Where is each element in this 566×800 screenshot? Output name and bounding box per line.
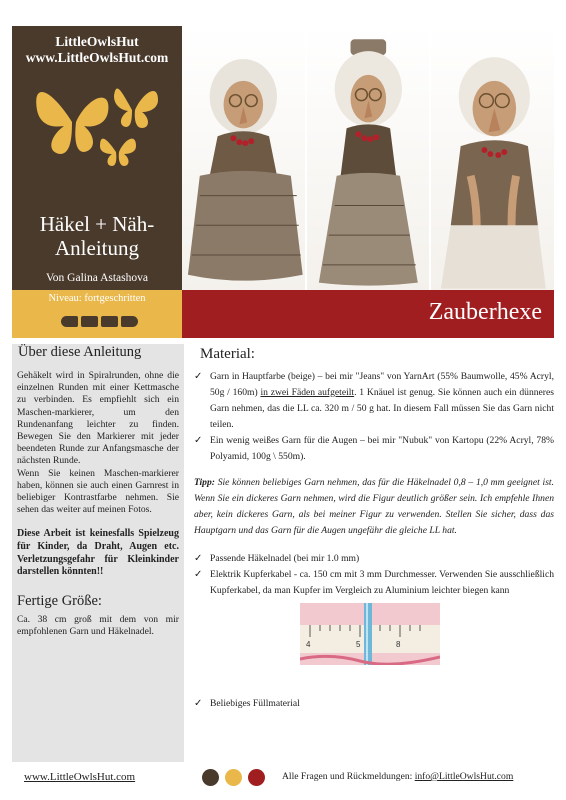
ruler-wire-photo [300, 603, 440, 665]
photo-witch-sitting [182, 26, 305, 290]
difficulty-segment [121, 316, 138, 327]
butterflies-logo-icon [32, 70, 162, 178]
ruler-number: 8 [396, 640, 401, 649]
photo-witch-standing [305, 26, 430, 290]
footer-contact [282, 771, 513, 782]
ruler-number: 5 [356, 640, 361, 649]
header-brand-panel [12, 26, 182, 290]
brand-name: LittleOwlsHut [55, 34, 139, 49]
witch-doll-image [182, 26, 305, 290]
difficulty-segment [81, 316, 98, 327]
material-text: . 1 Knäuel ist genug. Sie können auch ein dünneres Garn nehmen, das die LL ca. 320 m / 50 g hat. In diesem Fall müssen Sie das Garn nicht teilen. [210, 387, 554, 430]
footer-email-link[interactable]: info@LittleOwlsHut.com [414, 771, 514, 782]
witch-doll-image [307, 26, 430, 290]
brand-block [12, 34, 182, 66]
difficulty-bar [12, 290, 182, 338]
title-line-1: Häkel + Näh- [39, 212, 155, 236]
difficulty-segment [61, 316, 78, 327]
tip-text: Sie können beliebiges Garn nehmen, das für die Häkelnadel 0,8 – 1,0 mm geeignet ist. Wenn Sie ein dickeres Garn nehmen, wird die Figur deutlich größer sein. Ich empfehle Ihnen aber, kein dickeres Garn, als bei meiner Figur zu verwenden. Stellen Sie sicher, dass das Hauptgarn und das Garn für die Augen ungefähr die gleiche LL hat. [194, 477, 554, 536]
material-item-yarn [192, 369, 554, 433]
pattern-name: Zauberhexe [428, 299, 542, 325]
product-photos [182, 26, 554, 290]
title-line-2: Anleitung [55, 236, 139, 260]
material-text: Garn in Hauptfarbe (beige) – bei mir "Jeans" von YarnArt (55% Baumwolle, 45% Acryl, 50g / 160m) [210, 371, 554, 398]
photo-witch-closeup [429, 26, 554, 290]
ruler-number: 4 [306, 640, 311, 649]
difficulty-indicator [61, 316, 138, 327]
footer-color-dots [202, 769, 265, 786]
footer-contact-label: Alle Fragen und Rückmeldungen: [282, 771, 415, 782]
author-line: Von Galina Astashova [45, 272, 148, 284]
footer-dot-red [248, 769, 265, 786]
difficulty-label: Niveau: fortgeschritten [48, 293, 146, 304]
witch-doll-image [431, 26, 554, 290]
brand-url: www.LittleOwlsHut.com [25, 50, 169, 65]
size-text: Ca. 38 cm groß mit dem von mir empfohlenen Garn und Häkelnadel. [17, 613, 179, 638]
info-sidebar [12, 344, 184, 762]
about-heading: Über diese Anleitung [18, 344, 142, 360]
pattern-name-bar [182, 290, 554, 338]
footer-website-link[interactable]: www.LittleOwlsHut.com [24, 771, 136, 783]
page-title [12, 212, 182, 260]
footer-dot-yellow [225, 769, 242, 786]
safety-warning: Diese Arbeit ist keinesfalls Spielzeug für Kinder, da Draht, Augen etc. Verletzungsgefahr für Kleinkinder darstellen könnten!! [17, 528, 179, 578]
tip-note [194, 475, 554, 539]
footer-dot-brown [202, 769, 219, 786]
material-section [192, 346, 554, 712]
material-item-hook: ✓ Passende Häkelnadel (bei mir 1.0 mm) [192, 551, 554, 567]
size-heading: Fertige Größe: [17, 592, 102, 609]
difficulty-segment [101, 316, 118, 327]
tip-label: Tipp: [194, 477, 215, 488]
material-item-white-yarn: ✓ Ein wenig weißes Garn für die Augen – bei mir "Nubuk" von Kartopu (22% Acryl, 78% Polyamid, 100g \ 550m). [192, 433, 554, 465]
material-heading: Material: [200, 346, 255, 362]
material-item-stuffing: ✓ Beliebiges Füllmaterial [192, 696, 554, 712]
material-item-copper-wire: ✓ Elektrik Kupferkabel - ca. 150 cm mit 3 mm Durchmesser. Verwenden Sie ausschließlich Kupferkabel, da man Kupfer im Vergleich zu Aluminium leichter biegen kann [192, 567, 554, 599]
about-text: Gehäkelt wird in Spiralrunden, ohne die einzelnen Runden mit einer Kettmasche zu verbinden. Es empfiehlt sich ein Maschen-markierer, um den Rundenanfang leichter zu finden. Bewegen Sie den Markierer mit jeder beendeten Runde zur Anfangsmasche der nächsten Runde. [17, 370, 179, 467]
material-text-underlined: in zwei Fäden aufgeteilt [260, 387, 355, 398]
about-text-marker: Wenn Sie keinen Maschen-markierer haben, können sie auch einen Garnrest in beliebiger Kontrastfarbe nehmen. Sie sehen das weiter auf meinen Fotos. [17, 467, 179, 516]
